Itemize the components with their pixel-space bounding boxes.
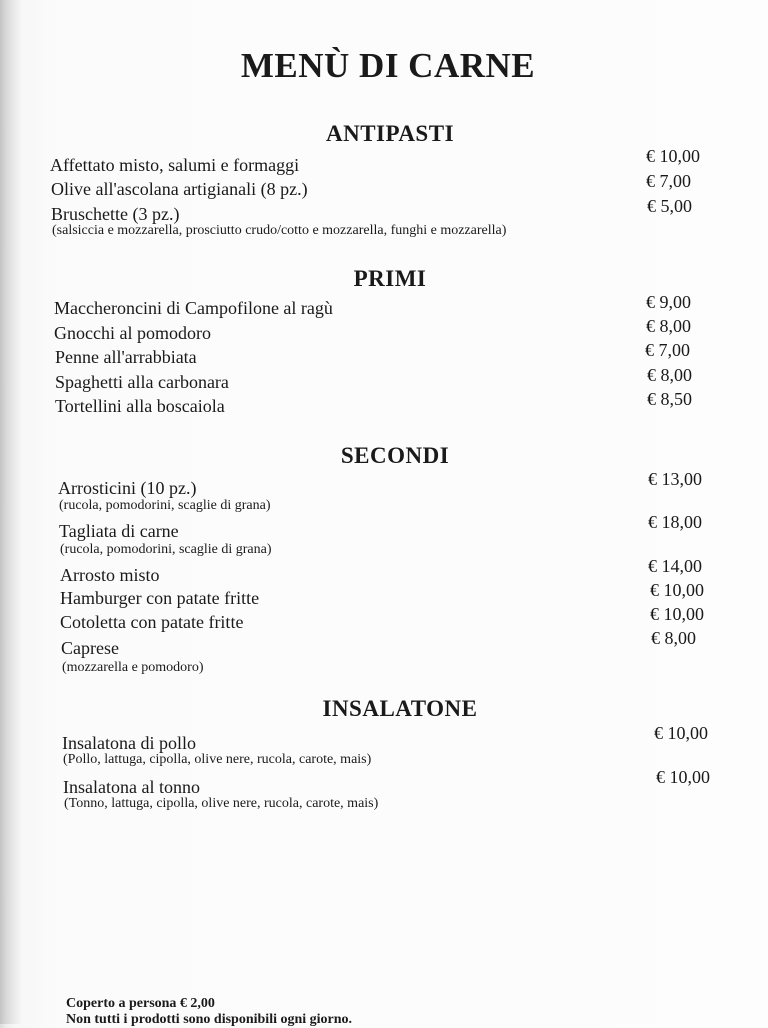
section-title-antipasti: ANTIPASTI xyxy=(325,121,455,146)
cover-charge: Coperto a persona € 2,00 xyxy=(66,996,215,1011)
menu-item-note: (Tonno, lattuga, cipolla, olive nere, rucola, carote, mais) xyxy=(64,796,379,811)
section-title-insalatone: INSALATONE xyxy=(322,696,478,721)
menu-item-price: € 8,50 xyxy=(647,389,692,409)
menu-item-name: Affettato misto, salumi e formaggi xyxy=(50,155,300,175)
menu-item-price: € 13,00 xyxy=(648,469,702,489)
menu-item-price: € 8,00 xyxy=(646,316,691,336)
section-title-secondi: SECONDI xyxy=(340,443,450,468)
menu-item-name: Arrosticini (10 pz.) xyxy=(58,478,197,498)
menu-item-price: € 10,00 xyxy=(650,580,704,600)
menu-item-note: (mozzarella e pomodoro) xyxy=(62,660,204,675)
menu-item-note: (salsiccia e mozzarella, prosciutto crudo/cotto e mozzarella, funghi e mozzarella) xyxy=(52,223,507,238)
page-edge-shadow xyxy=(0,0,22,1024)
menu-item-price: € 10,00 xyxy=(646,146,700,166)
menu-item-name: Arrosto misto xyxy=(60,565,160,585)
menu-item-name: Bruschette (3 pz.) xyxy=(51,204,180,224)
menu-item-name: Olive all'ascolana artigianali (8 pz.) xyxy=(51,179,308,199)
menu-item-name: Insalatona al tonno xyxy=(63,777,200,797)
menu-item-price: € 10,00 xyxy=(656,767,710,787)
menu-item-price: € 10,00 xyxy=(650,604,704,624)
menu-item-price: € 5,00 xyxy=(647,196,692,216)
menu-title: MENÙ DI CARNE xyxy=(240,46,536,85)
availability-disclaimer: Non tutti i prodotti sono disponibili ogni giorno. xyxy=(66,1012,353,1027)
menu-item-name: Gnocchi al pomodoro xyxy=(54,323,211,343)
menu-item-price: € 14,00 xyxy=(648,556,702,576)
section-title-primi: PRIMI xyxy=(353,266,427,291)
menu-item-price: € 8,00 xyxy=(647,365,692,385)
menu-item-name: Insalatona di pollo xyxy=(62,733,196,753)
menu-item-price: € 7,00 xyxy=(645,340,690,360)
menu-item-name: Maccheroncini di Campofilone al ragù xyxy=(54,298,333,318)
menu-item-note: (rucola, pomodorini, scaglie di grana) xyxy=(59,498,271,513)
menu-item-name: Hamburger con patate fritte xyxy=(60,588,260,608)
menu-item-price: € 9,00 xyxy=(646,292,691,312)
menu-item-name: Penne all'arrabbiata xyxy=(55,347,197,367)
menu-item-price: € 7,00 xyxy=(646,171,691,191)
menu-item-price: € 10,00 xyxy=(654,723,708,743)
menu-item-name: Caprese xyxy=(61,638,119,658)
menu-item-note: (Pollo, lattuga, cipolla, olive nere, rucola, carote, mais) xyxy=(63,752,372,767)
menu-item-price: € 18,00 xyxy=(648,512,702,532)
menu-item-note: (rucola, pomodorini, scaglie di grana) xyxy=(60,542,272,557)
menu-item-name: Tagliata di carne xyxy=(59,521,179,541)
menu-item-name: Cotoletta con patate fritte xyxy=(60,612,244,632)
menu-item-price: € 8,00 xyxy=(651,628,696,648)
menu-item-name: Tortellini alla boscaiola xyxy=(55,396,225,416)
menu-item-name: Spaghetti alla carbonara xyxy=(55,372,229,392)
